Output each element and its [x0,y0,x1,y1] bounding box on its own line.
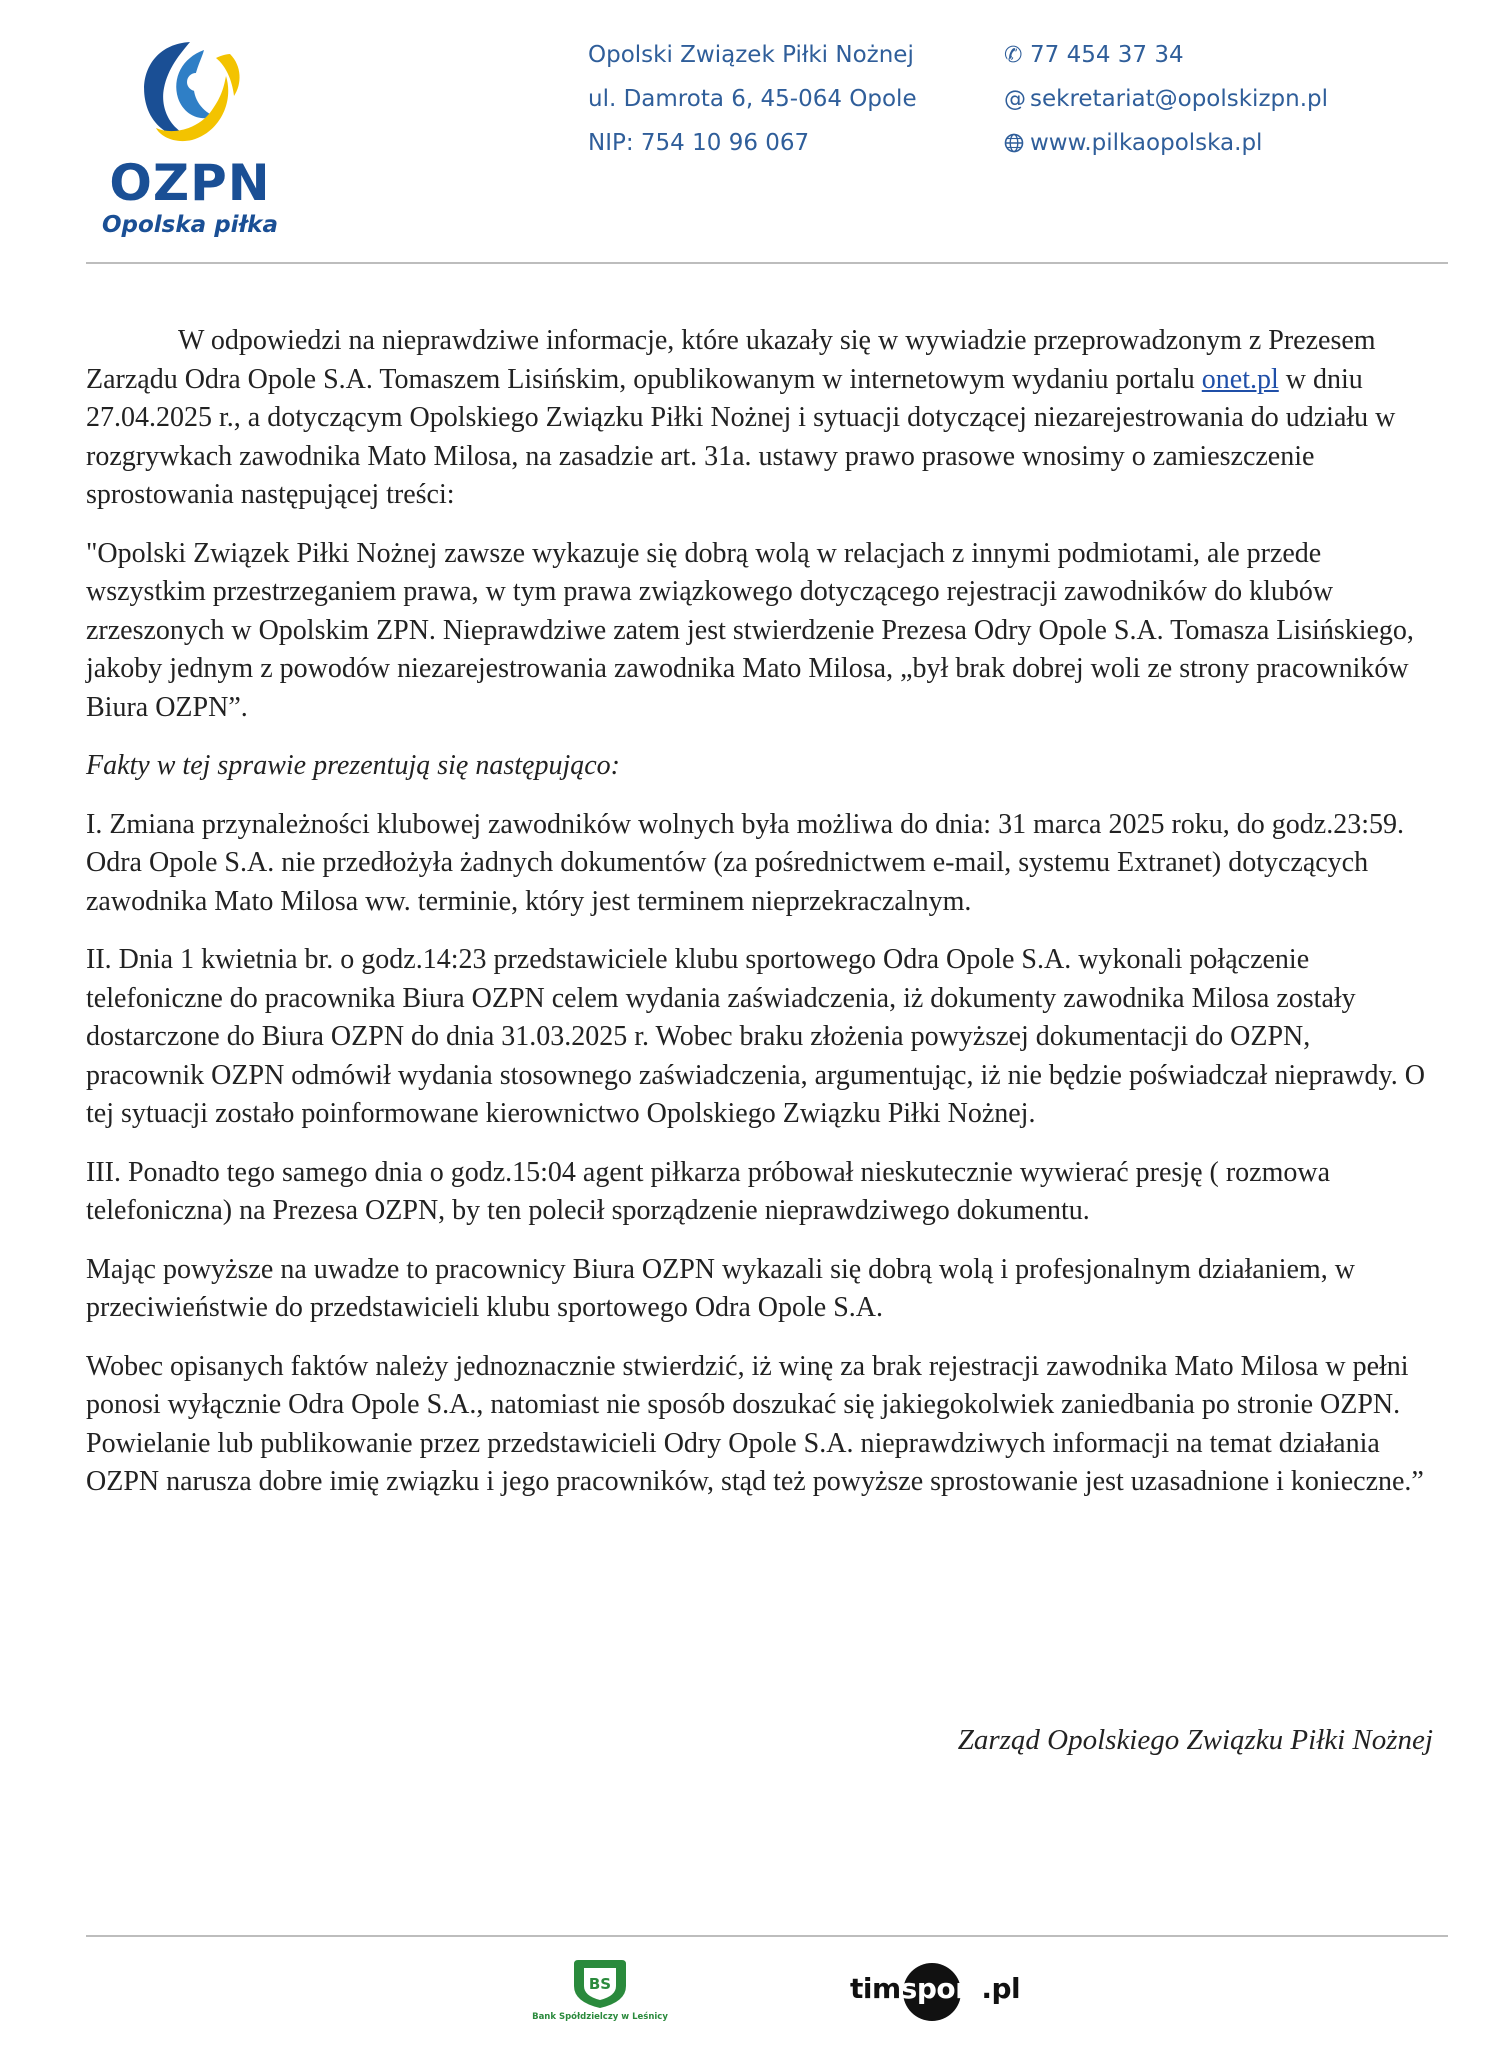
sponsor-bank-logo [530,1956,670,2026]
timsport-suffix: .pl [981,1972,1021,2005]
letter-body [86,322,1432,1522]
org-nip: NIP: 754 10 96 067 [588,130,810,156]
phone-row [1004,38,1328,82]
paragraph-facts-heading: Fakty w tej sprawie prezentują się następująco: [86,750,620,781]
org-details [588,38,917,170]
at-icon: @ [1004,87,1026,112]
onet-link[interactable]: onet.pl [1201,363,1279,395]
paragraph-conclusion-1: Mając powyższe na uwadze to pracownicy Biura OZPN wykazali się dobrą wolą i profesjonalnym działaniem, w przeciwieństwie do przedstawicieli klubu sportowego Odra Opole S.A. [86,1253,1355,1323]
paragraph-fact-2: II. Dnia 1 kwietnia br. o godz.14:23 przedstawiciele klubu sportowego Odra Opole S.A. wykonali połączenie telefoniczne do pracownika Biura OZPN celem wydania zaświadczenia, iż dokumenty zawodnika Milosa zostały dostarczone do Biura OZPN do dnia 31.03.2025 r. Wobec braku złożenia powyższej dokumentacji do OZPN, pracownik OZPN odmówił wydania stosownego zaświadczenia, argumentując, iż nie będzie poświadczał nieprawdy. O tej sytuacji zostało poinformowane kierownictwo Opolskiego Związku Piłki Nożnej. [86,944,1425,1129]
phone-icon: ✆ [1004,43,1023,68]
logo-wordmark: OZPN [109,154,271,212]
website-link[interactable]: www.pilkaopolska.pl [1030,130,1263,156]
phone-number[interactable]: 77 454 37 34 [1030,42,1184,68]
paragraph-fact-1: I. Zmiana przynależności klubowej zawodników wolnych była możliwa do dnia: 31 marca 2025 roku, do godz.23:59. Odra Opole S.A. nie przedłożyła żadnych dokumentów (za pośrednictwem e-mail, systemu Extranet) dotyczących zawodnika Mato Milosa ww. terminie, który jest terminem nieprzekraczalnym. [86,808,1404,917]
ozpn-emblem-icon [130,36,250,154]
bank-label: Bank Spółdzielczy w Leśnicy [532,2012,668,2022]
email-address[interactable]: sekretariat@opolskizpn.pl [1030,86,1329,112]
org-name: Opolski Związek Piłki Nożnej [588,42,914,68]
paragraph-conclusion-2: Wobec opisanych faktów należy jednoznacznie stwierdzić, iż winę za brak rejestracji zawodnika Mato Milosa w pełni ponosi wyłącznie Odra Opole S.A., natomiast nie sposób doszukać się jakiegokolwiek zaniedbania po stronie OZPN. Powielanie lub publikowanie przez przedstawicieli Odry Opole S.A. nieprawdziwych informacji na temat działania OZPN narusza dobre imię związku i jego pracowników, stąd też powyższe sprostowanie jest uzasadnione i konieczne.” [86,1350,1424,1497]
paragraph-intro [86,322,1432,515]
bank-logo-text: BS [588,1975,612,1993]
paragraph-intro-start: W odpowiedzi na nieprawdziwe informacje, które ukazały się w wywiadzie przeprowadzonym z Prezesem Zarządu Odra Opole S.A. Tomaszem Lisińskim, opublikowanym w internetowym wydaniu portalu [86,325,1376,395]
email-row [1004,82,1328,126]
paragraph-statement: "Opolski Związek Piłki Nożnej zawsze wykazuje się dobrą wolą w relacjach z innymi podmiotami, ale przede wszystkim przestrzeganiem prawa, w tym prawa związkowego dotyczącego rejestracji zawodników do klubów zrzeszonych w Opolskim ZPN. Nieprawdziwe zatem jest stwierdzenie Prezesa Odry Opole S.A. Tomasza Lisińskiego, jakoby jednym z powodów niezarejestrowania zawodnika Mato Milosa, „był brak dobrej woli ze strony pracowników Biura OZPN”. [86,537,1414,723]
bank-shield-icon [570,1956,630,2010]
paragraph-fact-3: III. Ponadto tego samego dnia o godz.15:04 agent piłkarza próbował nieskutecznie wywierać presję ( rozmowa telefoniczna) na Prezesa OZPN, by ten polecił sporządzenie nieprawdziwego dokumentu. [86,1156,1331,1226]
timsport-prefix: tim [850,1972,901,2005]
header-divider [86,262,1448,264]
org-address: ul. Damrota 6, 45-064 Opole [588,86,917,112]
letterhead [0,0,1493,262]
contact-details [1004,38,1328,170]
globe-icon [1004,127,1030,161]
footer-divider [86,1935,1448,1937]
ozpn-logo [100,36,280,246]
sponsor-timsport-logo [850,1962,1021,2022]
timsport-highlight: sport [900,1972,982,2005]
website-row [1004,126,1328,170]
timsport-wordmark [850,1972,1021,2005]
paragraph-intro-end: w dniu 27.04.2025 r., a dotyczącym Opolskiego Związku Piłki Nożnej i sytuacji dotyczącej niezarejestrowania do udziału w rozgrywkach zawodnika Mato Milosa, na zasadzie art. 31a. ustawy prawo prasowe wnosimy o zamieszczenie sprostowania następującej treści: [86,363,1396,510]
logo-tagline: Opolska piłka [101,212,278,238]
signature: Zarząd Opolskiego Związku Piłki Nożnej [957,1724,1433,1756]
